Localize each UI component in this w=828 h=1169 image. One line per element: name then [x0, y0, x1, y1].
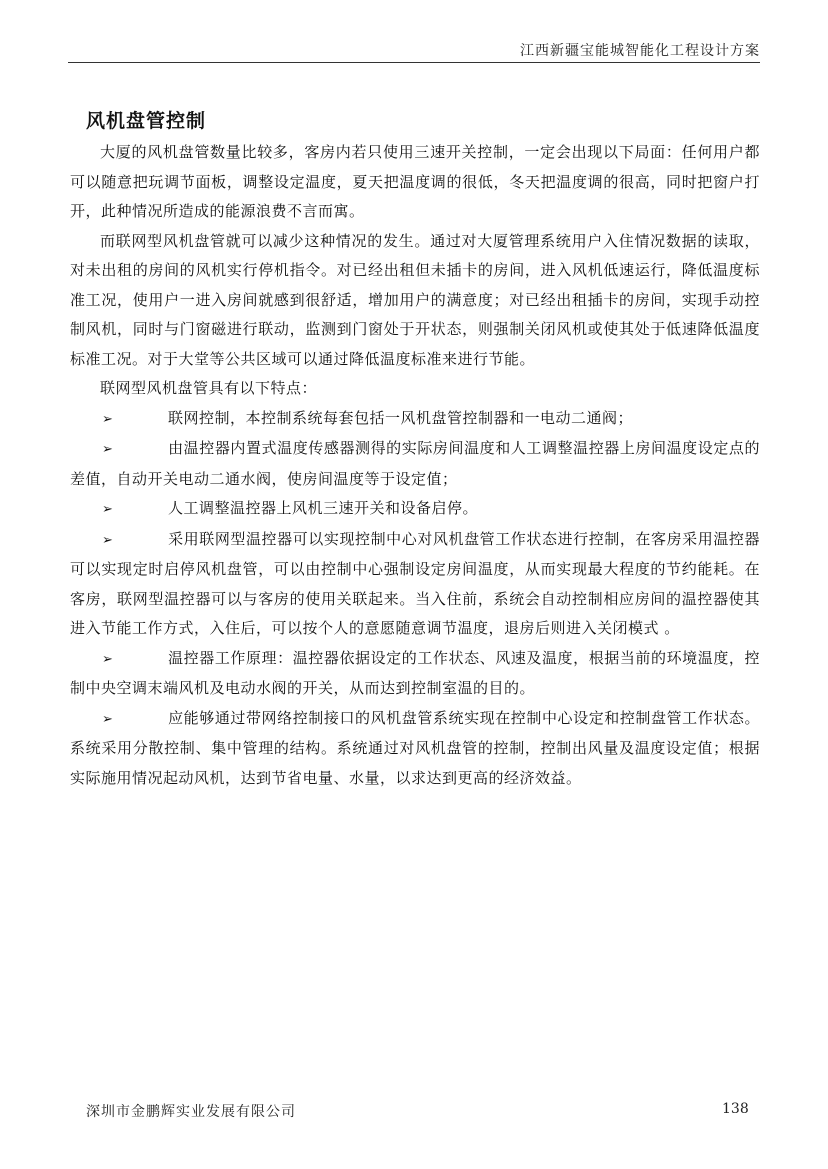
- list-item-text: 联网控制，本控制系统每套包括一风机盘管控制器和一电动二通阀；: [168, 408, 634, 427]
- page-header: [68, 40, 760, 63]
- section-title: 风机盘管控制: [86, 110, 207, 132]
- bullet-arrow-icon: ➢: [102, 651, 114, 667]
- list-item: [70, 644, 760, 704]
- list-item-text: 由温控器内置式温度传感器测得的实际房间温度和人工调整温控器上房间温度设定点的差值，自动开关电动二通水阀，使房间温度等于设定值；: [70, 439, 760, 488]
- list-item: [70, 494, 760, 525]
- footer-company: 深圳市金鹏辉实业发展有限公司: [86, 1104, 296, 1120]
- header-title: 江西新疆宝能城智能化工程设计方案: [520, 43, 760, 59]
- paragraph-intro: 大厦的风机盘管数量比较多，客房内若只使用三速开关控制，一定会出现以下局面：任何用户都可以随意把玩调节面板，调整设定温度，夏天把温度调的很低，冬天把温度调的很高，同时把窗户打开，此种情况所造成的能源浪费不言而寓。: [70, 143, 760, 220]
- bullet-arrow-icon: ➢: [102, 711, 114, 727]
- list-item: [70, 404, 760, 435]
- list-item: [70, 704, 760, 794]
- list-item-text: 人工调整温控器上风机三速开关和设备启停。: [168, 499, 479, 517]
- list-item-text: 采用联网型温控器可以实现控制中心对风机盘管工作状态进行控制，在客房采用温控器可以实现定时启停风机盘管，可以由控制中心强制设定房间温度，从而实现最大程度的节约能耗。在客房，联网型温控器可以与客房的使用关联起来。当入住前，系统会自动控制相应房间的温控器使其进入节能工作方式，入住后，可以按个人的意愿随意调节温度，退房后则进入关闭模式 。: [70, 529, 760, 637]
- list-item: [70, 525, 760, 644]
- list-item-text: 应能够通过带网络控制接口的风机盘管系统实现在控制中心设定和控制盘管工作状态。系统采用分散控制、集中管理的结构。系统通过对风机盘管的控制，控制出风量及温度设定值；根据实际施用情况起动风机，达到节省电量、水量，以求达到更高的经济效益。: [70, 708, 760, 787]
- paragraph-networked: 而联网型风机盘管就可以减少这种情况的发生。通过对大厦管理系统用户入住情况数据的读取，对未出租的房间的风机实行停机指令。对已经出租但未插卡的房间，进入风机低速运行，降低温度标准工况，使用户一进入房间就感到很舒适，增加用户的满意度；对已经出租插卡的房间，实现手动控制风机，同时与门窗磁进行联动，监测到门窗处于开状态，则强制关闭风机或使其处于低速降低温度标准工况。对于大堂等公共区域可以通过降低温度标准来进行节能。: [70, 231, 760, 368]
- body-text: [70, 138, 760, 793]
- page-number: 138: [722, 1101, 749, 1117]
- bullet-arrow-icon: ➢: [102, 502, 114, 517]
- list-item-text: 温控器工作原理：温控器依据设定的工作状态、风速及温度，根据当前的环境温度，控制中央空调末端风机及电动水阀的开关，从而达到控制室温的目的。: [70, 648, 760, 697]
- bullet-arrow-icon: ➢: [102, 442, 114, 457]
- bullet-arrow-icon: ➢: [102, 411, 114, 427]
- paragraph-features-lead: 联网型风机盘管具有以下特点：: [100, 379, 318, 397]
- bullet-arrow-icon: ➢: [102, 532, 114, 548]
- list-item: [70, 434, 760, 494]
